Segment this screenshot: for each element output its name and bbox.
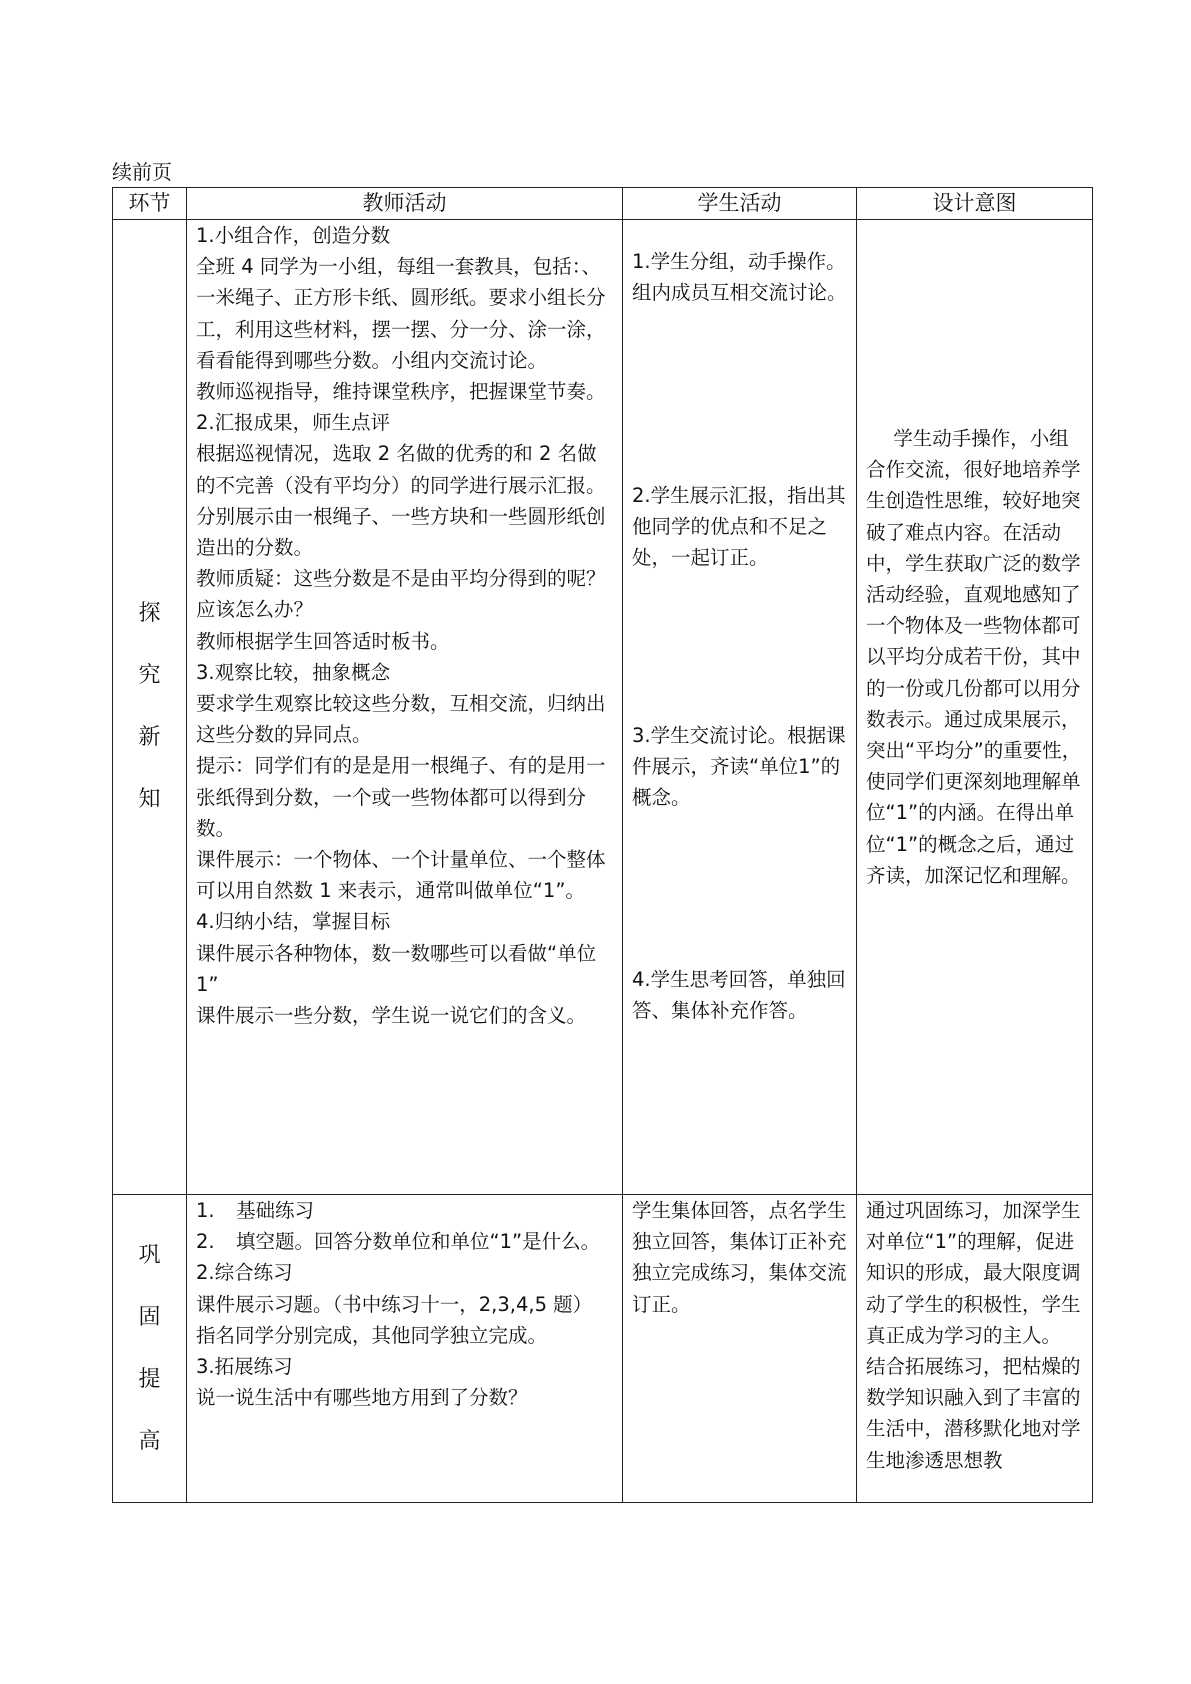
teacher-line: 1.小组合作，创造分数 — [196, 224, 391, 247]
teacher-line: 2.汇报成果，师生点评 — [196, 411, 391, 435]
teacher-line: 提示：同学们有的是是用一根绳子、有的是用一张纸得到分数，一个或一些物体都可以得到分数。 — [196, 754, 606, 840]
teacher-line: 分别展示由一根绳子、一些方块和一些圆形纸创造出的分数。 — [196, 504, 606, 560]
student-line: 1.学生分组，动手操作。组内成员互相交流讨论。 — [632, 250, 847, 305]
student-line: 3.学生交流讨论。根据课件展示，齐读“单位1”的概念。 — [632, 724, 846, 810]
continued-label: 续前页 — [112, 160, 172, 184]
list-number: 2. — [196, 1230, 215, 1254]
teacher-line: 4.归纳小结，掌握目标 — [196, 910, 391, 934]
teacher-line: 指名同学分别完成，其他同学独立完成。 — [196, 1323, 548, 1347]
teacher-line — [196, 1195, 614, 1226]
teacher-line: 课件展示：一个物体、一个计量单位、一个整体可以用自然数 1 来表示，通常叫做单位“1”。 — [196, 848, 606, 903]
teacher-activity-explore — [187, 220, 623, 1195]
teacher-line: 根据巡视情况，选取 2 名做的优秀的和 2 名做的不完善（没有平均分）的同学进行展示汇报。 — [196, 442, 606, 497]
design-intent-explore — [857, 220, 1093, 1195]
student-activity-explore — [623, 220, 857, 1195]
student-line: 学生集体回答，点名学生独立回答，集体订正补充 — [632, 1199, 847, 1254]
teacher-line: 要求学生观察比较这些分数，互相交流，归纳出这些分数的异同点。 — [196, 692, 606, 747]
table-header-row — [113, 188, 1093, 220]
teacher-line: 课件展示习题。（书中练习十一，2,3,4,5 题） — [196, 1292, 593, 1316]
header-student-activity: 学生活动 — [623, 188, 857, 220]
intent-text: 学生动手操作，小组合作交流，很好地培养学生创造性思维，较好地突破了难点内容。在活动中，学生获取广泛的数学活动经验，直观地感知了一个物体及一些物体都可以平均分成若干份，其中的一份或几份都可以用分数表示。通过成果展示，突出“平均分”的重要性，使同学们更深刻地理解单位“1”的内涵。在得出单位“1”的概念之后，通过齐读，加深记忆和理解。 — [866, 426, 1082, 887]
teacher-line: 说一说生活中有哪些地方用到了分数？ — [196, 1386, 528, 1410]
teacher-line: 全班 4 同学为一小组，每组一套教具，包括：、一米绳子、正方形卡纸、圆形纸。要求小组长分工，利用这些材料，摆一摆、分一分、涂一涂，看看能得到哪些分数。小组内交流讨论。 — [196, 255, 606, 372]
teacher-line: 教师质疑：这些分数是不是由平均分得到的呢？应该怎么办？ — [196, 567, 606, 622]
stage-char: 固 — [138, 1304, 161, 1330]
teacher-line: 3.拓展练习 — [196, 1355, 293, 1379]
teacher-line: 2.综合练习 — [196, 1261, 293, 1285]
stage-char: 知 — [138, 787, 161, 812]
student-line: 独立完成练习，集体交流订正。 — [632, 1261, 847, 1316]
stage-char: 巩 — [138, 1242, 161, 1268]
stage-char: 提 — [138, 1366, 161, 1392]
teacher-activity-consolidate — [187, 1195, 623, 1503]
teacher-line: 教师根据学生回答适时板书。 — [196, 629, 450, 653]
teacher-line: 课件展示一些分数，学生说一说它们的含义。 — [196, 1004, 587, 1028]
intent-text: 通过巩固练习，加深学生对单位“1”的理解，促进知识的形成，最大限度调动了学生的积极性，学生真正成为学习的主人。 — [866, 1199, 1081, 1347]
stage-explore — [113, 220, 187, 1195]
teacher-line — [196, 1226, 614, 1257]
table-row-explore — [113, 220, 1093, 1195]
list-text: 基础练习 — [236, 1199, 315, 1222]
header-design-intent: 设计意图 — [857, 188, 1093, 220]
student-line: 2.学生展示汇报，指出其他同学的优点和不足之处，一起订正。 — [632, 484, 846, 570]
teacher-line: 课件展示各种物体，数一数哪些可以看做“单位 1” — [196, 941, 597, 996]
stage-char: 新 — [138, 725, 161, 750]
lesson-plan-table — [112, 187, 1093, 1503]
design-intent-consolidate — [857, 1195, 1093, 1503]
header-teacher-activity: 教师活动 — [187, 188, 623, 220]
intent-text: 结合拓展练习，把枯燥的数学知识融入到了丰富的生活中，潜移默化地对学生地渗透思想教 — [866, 1355, 1081, 1472]
list-text: 填空题。回答分数单位和单位“1”是什么。 — [236, 1230, 601, 1254]
teacher-line: 3.观察比较，抽象概念 — [196, 660, 391, 684]
table-row-consolidate — [113, 1195, 1093, 1503]
stage-char: 究 — [138, 663, 161, 688]
stage-char: 探 — [138, 601, 161, 626]
student-activity-consolidate — [623, 1195, 857, 1503]
stage-consolidate — [113, 1195, 187, 1503]
list-number: 1. — [196, 1199, 215, 1222]
teacher-line: 教师巡视指导，维持课堂秩序，把握课堂节奏。 — [196, 380, 606, 404]
header-stage: 环节 — [113, 188, 187, 220]
student-line: 4.学生思考回答，单独回答、集体补充作答。 — [632, 968, 846, 1023]
stage-char: 高 — [138, 1428, 161, 1454]
